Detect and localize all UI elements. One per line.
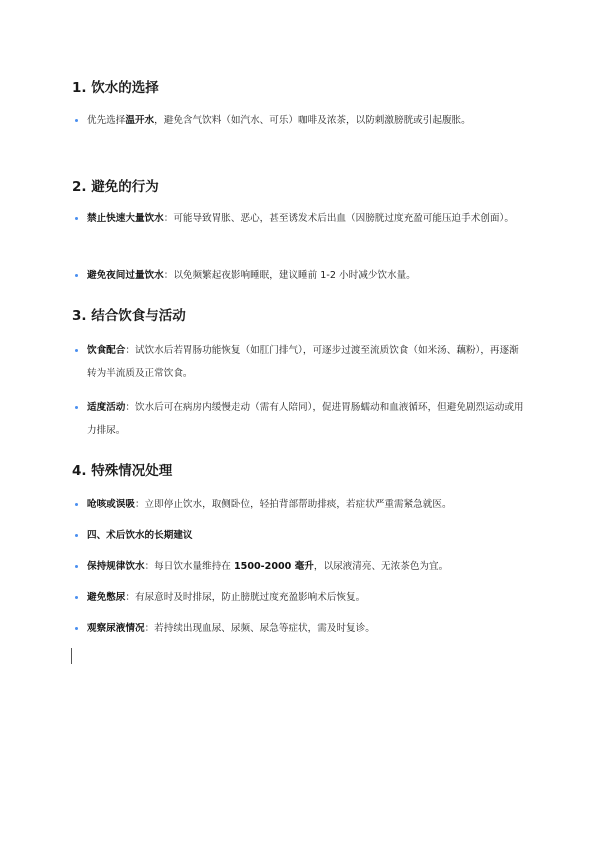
bullet-icon — [75, 406, 78, 409]
list-item: 适度活动：饮水后可在病房内缓慢走动（需有人陪同），促进胃肠蠕动和血液循环，但避免剧烈运动或用力排尿。 — [72, 396, 524, 442]
list-item: 禁止快速大量饮水：可能导致胃胀、恶心，甚至诱发术后出血（因膀胱过度充盈可能压迫手术创面）。 — [72, 207, 524, 230]
list-item: 保持规律饮水：每日饮水量维持在 1500-2000 毫升，以尿液清亮、无浓茶色为宜。 — [72, 555, 524, 578]
list-item: 饮食配合：试饮水后若胃肠功能恢复（如肛门排气），可逐步过渡至流质饮食（如米汤、藕粉），再逐渐转为半流质及正常饮食。 — [72, 339, 524, 385]
bullet-icon — [75, 217, 78, 220]
bullet-icon — [75, 274, 78, 277]
list-item: 呛咳或误吸：立即停止饮水，取侧卧位，轻拍背部帮助排痰，若症状严重需紧急就医。 — [72, 493, 524, 516]
section-heading-1: 1. 饮水的选择 — [72, 80, 159, 96]
text-cursor[interactable] — [71, 648, 72, 664]
list-item: 避免夜间过量饮水：以免频繁起夜影响睡眠，建议睡前 1-2 小时减少饮水量。 — [72, 264, 524, 287]
bullet-icon — [75, 627, 78, 630]
list-item: 优先选择温开水，避免含气饮料（如汽水、可乐）咖啡及浓茶，以防刺激膀胱或引起腹胀。 — [72, 109, 524, 132]
section-heading-4: 4. 特殊情况处理 — [72, 463, 173, 479]
list-item: 观察尿液情况：若持续出现血尿、尿频、尿急等症状，需及时复诊。 — [72, 617, 524, 640]
section-heading-2: 2. 避免的行为 — [72, 179, 159, 195]
bullet-icon — [75, 565, 78, 568]
section-heading-3: 3. 结合饮食与活动 — [72, 308, 186, 324]
bullet-icon — [75, 596, 78, 599]
list-item: 避免憋尿：有尿意时及时排尿，防止膀胱过度充盈影响术后恢复。 — [72, 586, 524, 609]
bullet-icon — [75, 503, 78, 506]
bullet-icon — [75, 119, 78, 122]
bullet-icon — [75, 534, 78, 537]
bullet-icon — [75, 349, 78, 352]
list-item: 四、术后饮水的长期建议 — [72, 524, 524, 547]
